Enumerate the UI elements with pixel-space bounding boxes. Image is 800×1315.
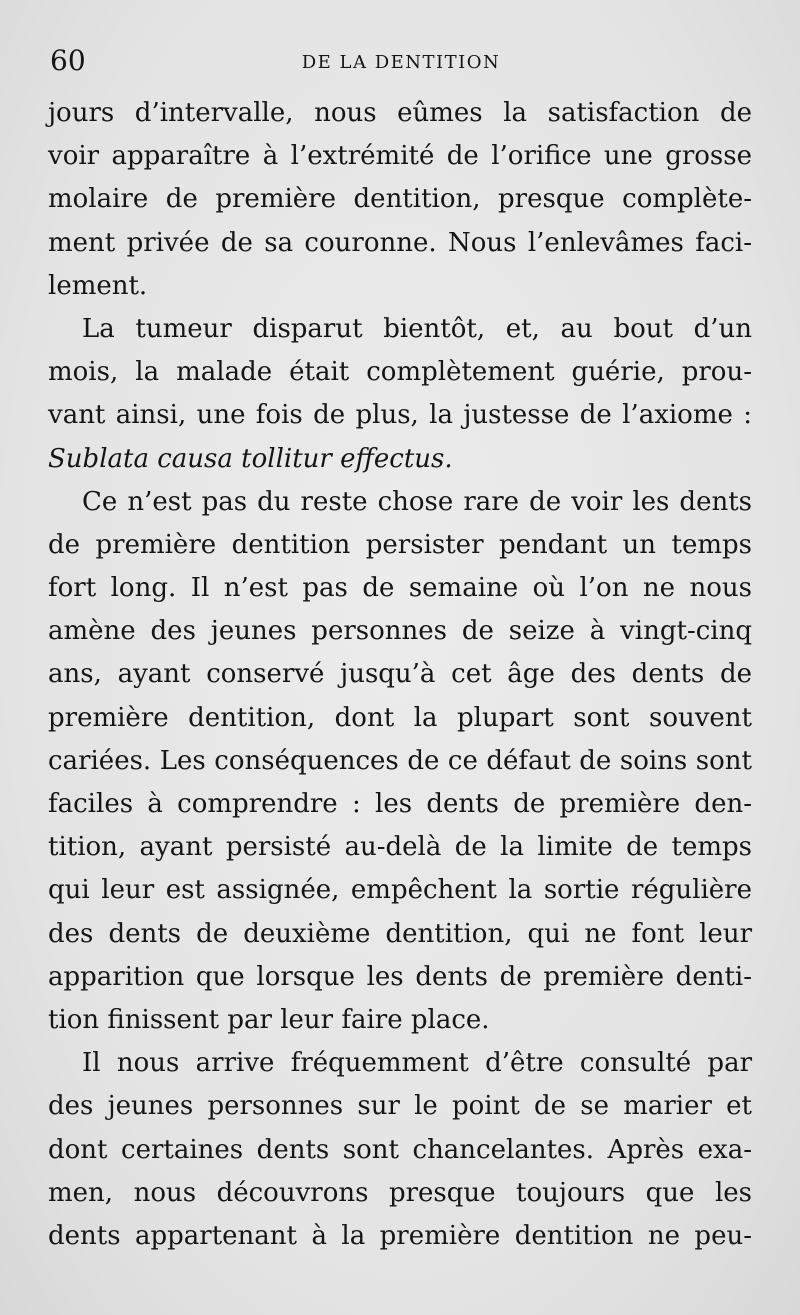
- text-line: men, nous découvrons presque toujours que les: [48, 1177, 752, 1208]
- text-line: amène des jeunes personnes de seize à vingt-cinq: [48, 616, 752, 647]
- text-line: cariées. Les conséquences de ce défaut de soins sont: [48, 745, 752, 776]
- text-line: faciles à comprendre : les dents de première den-: [48, 789, 752, 819]
- paragraph: [48, 481, 752, 1042]
- text-line: apparition que lorsque les dents de première denti-: [48, 961, 752, 992]
- page-header: [50, 44, 752, 84]
- text-line: La tumeur disparut bientôt, et, au bout d’un: [82, 313, 752, 344]
- text-line: mois, la malade était complètement guérie, prou-: [48, 357, 752, 388]
- text-line: voir apparaître à l’extrémité de l’orifice une grosse: [48, 141, 752, 172]
- page-number: 60: [50, 44, 86, 77]
- page-body: [48, 92, 752, 1258]
- text-line: des jeunes personnes sur le point de se marier et: [48, 1091, 752, 1122]
- running-head: DE LA DENTITION: [301, 52, 501, 73]
- text-line: vant ainsi, une fois de plus, la justesse de l’axiome :: [48, 400, 752, 431]
- text-line: dents appartenant à la première dentition ne peu-: [48, 1220, 752, 1251]
- text-line: fort long. Il n’est pas de semaine où l’on ne nous: [48, 573, 752, 604]
- text-line: tition, ayant persisté au-delà de la limite de temps: [48, 832, 752, 863]
- paragraph: [48, 1042, 752, 1258]
- text-line: molaire de première dentition, presque complète-: [48, 184, 752, 215]
- text-line: ment privée de sa couronne. Nous l’enlevâmes faci-: [48, 227, 752, 258]
- text-line: jours d’intervalle, nous eûmes la satisfaction de: [48, 98, 752, 128]
- text-line: [48, 438, 752, 481]
- text-line: ans, ayant conservé jusqu’à cet âge des dents de: [48, 659, 752, 690]
- paragraph: [48, 308, 752, 481]
- text-line: tion finissent par leur faire place.: [48, 1004, 490, 1035]
- text-line: lement.: [48, 270, 148, 301]
- text-line: de première dentition persister pendant un temps: [48, 529, 752, 560]
- text-line: première dentition, dont la plupart sont souvent: [48, 702, 752, 733]
- paragraph: [48, 92, 752, 308]
- latin-maxim: Sublata causa tollitur effectus.: [48, 443, 453, 474]
- text-line: Il nous arrive fréquemment d’être consulté par: [82, 1048, 752, 1079]
- text-line: qui leur est assignée, empêchent la sortie régulière: [48, 875, 752, 906]
- text-line: des dents de deuxième dentition, qui ne font leur: [48, 918, 752, 949]
- text-line: Ce n’est pas du reste chose rare de voir les dents: [82, 486, 752, 517]
- text-line: dont certaines dents sont chancelantes. Après exa-: [48, 1134, 752, 1165]
